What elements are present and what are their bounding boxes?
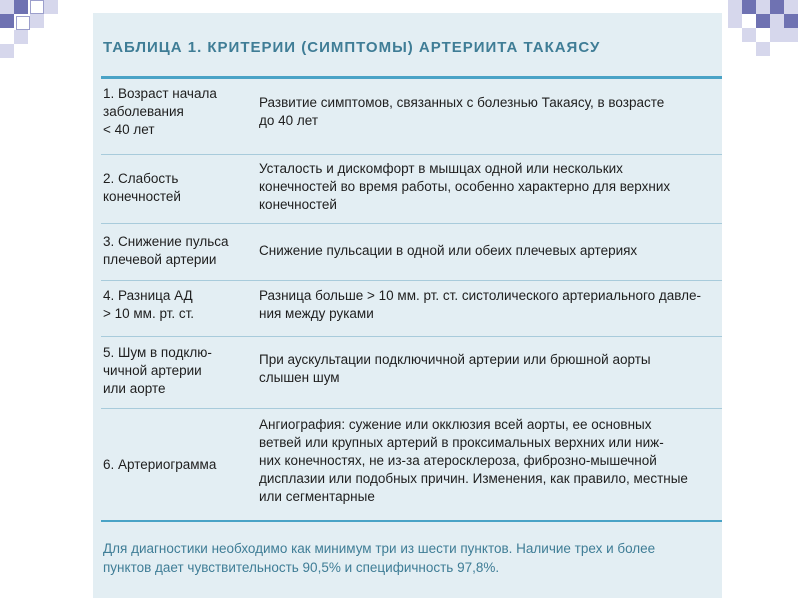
corner-square — [756, 14, 770, 28]
table-bottom-divider — [101, 520, 722, 522]
table-row — [101, 342, 714, 406]
row-divider — [101, 408, 722, 409]
table-row — [101, 229, 714, 279]
corner-square — [770, 14, 784, 28]
corner-square — [728, 14, 742, 28]
corner-square — [784, 0, 798, 14]
corner-square — [14, 0, 28, 14]
description-cell: Развитие симптомов, связанных с болезнью Такаясу, в возрасте до 40 лет — [259, 95, 665, 128]
table-row — [101, 83, 714, 141]
description-cell: Усталость и дискомфорт в мышцах одной или нескольких конечностей во время работы, особенно характерно для верхних конечностей — [259, 161, 671, 212]
corner-square — [756, 0, 770, 14]
criterion-cell: 6. Артериограмма — [103, 457, 217, 472]
row-divider — [101, 223, 722, 224]
corner-square — [0, 14, 14, 28]
corner-square — [16, 16, 30, 30]
description-cell: Разница больше > 10 мм. рт. ст. систолического артериального давле- ния между руками — [259, 288, 701, 321]
description-cell: Ангиография: сужение или окклюзия всей аорты, ее основных ветвей или крупных артерий в проксимальных верхних или ниж- них конечностях, не из-за атеросклероза, фиброзно-мышечной дисплазии или подобных причин. Изменения, как правило, местные или сегментарные — [259, 417, 688, 504]
criterion-cell: 3. Снижение пульса плечевой артерии — [103, 234, 229, 267]
row-divider — [101, 336, 722, 337]
corner-square — [0, 0, 14, 14]
criterion-cell: 5. Шум в подклю- чичной артерии или аорте — [103, 345, 212, 396]
corner-square — [44, 0, 58, 14]
corner-square — [756, 42, 770, 56]
corner-square — [0, 44, 14, 58]
corner-square — [784, 14, 798, 28]
corner-square — [30, 0, 44, 14]
criterion-cell: 1. Возраст начала заболевания < 40 лет — [103, 86, 217, 137]
title-divider — [101, 76, 722, 79]
criteria-table — [93, 13, 722, 598]
footnote: Для диагностики необходимо как минимум три из шести пунктов. Наличие трех и более пунктов дает чувствительность 90,5% и специфичность 97,8%. — [103, 541, 656, 575]
corner-square — [30, 14, 44, 28]
table-row — [101, 285, 714, 335]
table-title: ТАБЛИЦА 1. КРИТЕРИИ (СИМПТОМЫ) АРТЕРИИТА ТАКАЯСУ — [103, 39, 601, 56]
table-row — [101, 158, 714, 228]
description-cell: При аускультации подключичной артерии или брюшной аорты слышен шум — [259, 352, 651, 385]
corner-square — [14, 30, 28, 44]
table-row — [101, 414, 714, 522]
corner-square — [728, 0, 742, 14]
corner-square — [770, 28, 784, 42]
corner-square — [770, 0, 784, 14]
corner-square — [784, 28, 798, 42]
corner-square — [742, 28, 756, 42]
description-cell: Снижение пульсации в одной или обеих плечевых артериях — [259, 243, 638, 258]
criterion-cell: 4. Разница АД > 10 мм. рт. ст. — [103, 288, 195, 321]
row-divider — [101, 154, 722, 155]
row-divider — [101, 280, 722, 281]
criterion-cell: 2. Слабость конечностей — [103, 171, 181, 204]
corner-square — [742, 0, 756, 14]
